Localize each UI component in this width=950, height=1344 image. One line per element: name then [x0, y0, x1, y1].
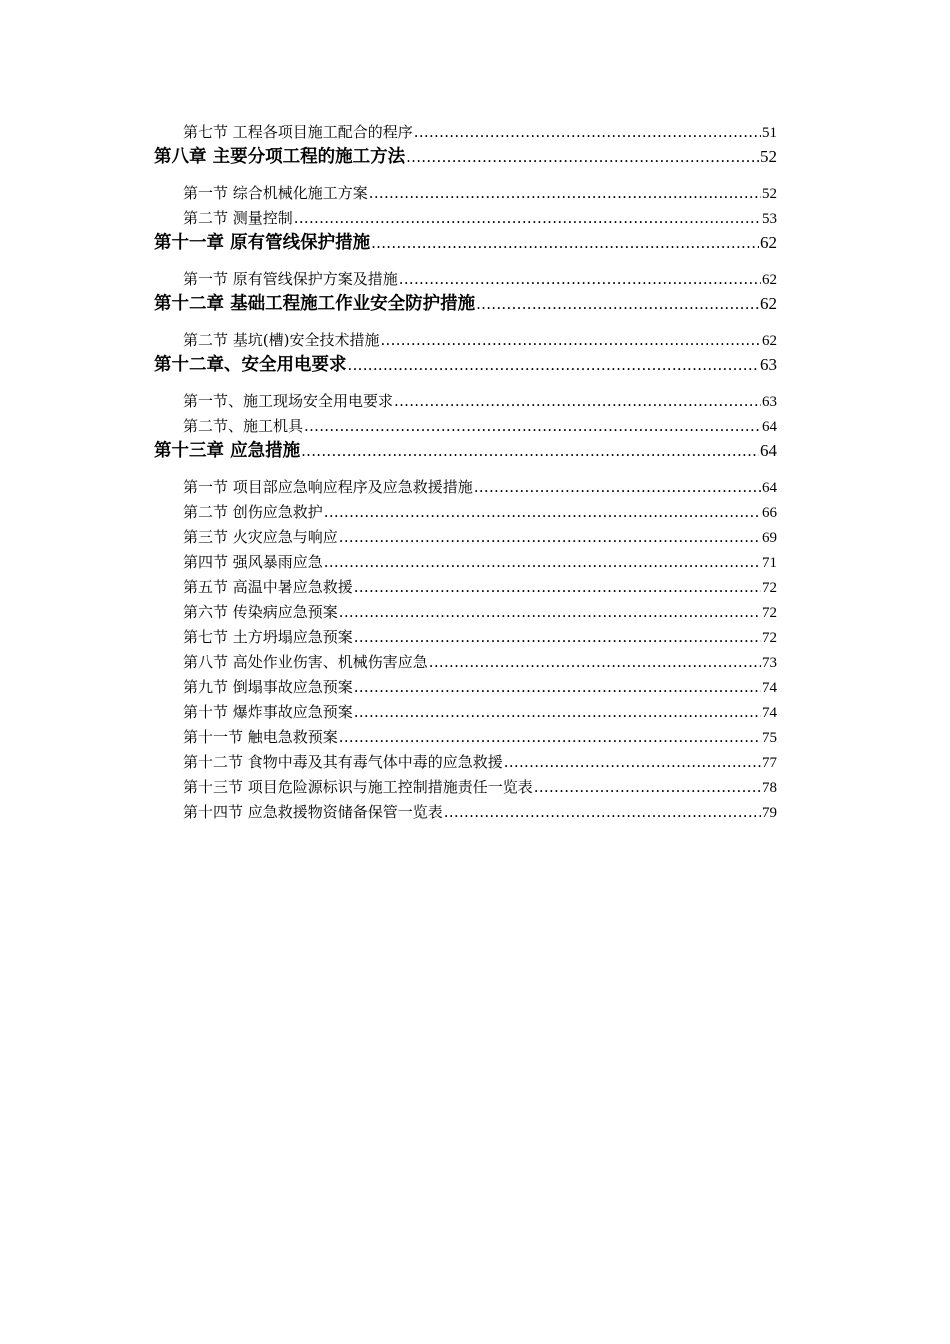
toc-entry-title: 第十节 爆炸事故应急预案 — [183, 703, 353, 721]
toc-page-number: 77 — [762, 755, 777, 771]
toc-entry[interactable] — [183, 207, 777, 229]
toc-dot-leader — [294, 207, 761, 229]
toc-dot-leader — [324, 551, 761, 573]
toc-page-number: 74 — [762, 705, 777, 721]
toc-entry[interactable] — [183, 182, 777, 204]
toc-entry-title: 第八节 高处作业伤害、机械伤害应急 — [183, 653, 428, 671]
toc-entry-title: 第十二章、安全用电要求 — [154, 355, 347, 375]
toc-dot-leader — [354, 576, 761, 598]
toc-entry-title: 第二节 测量控制 — [183, 209, 293, 227]
toc-dot-leader — [474, 476, 761, 498]
toc-entry[interactable] — [183, 651, 777, 673]
toc-entry[interactable] — [183, 476, 777, 498]
toc-entry-title: 第一节 综合机械化施工方案 — [183, 184, 368, 202]
toc-entry[interactable] — [154, 438, 777, 464]
toc-dot-leader — [301, 438, 759, 464]
toc-entry[interactable] — [154, 291, 777, 317]
toc-dot-leader — [304, 415, 761, 437]
toc-dot-leader — [339, 726, 761, 748]
toc-page-number: 69 — [762, 530, 777, 546]
toc-entry[interactable] — [183, 626, 777, 648]
toc-dot-leader — [354, 626, 761, 648]
toc-entry-title: 第十三节 项目危险源标识与施工控制措施责任一览表 — [183, 778, 533, 796]
toc-entry-title: 第一节、施工现场安全用电要求 — [183, 392, 394, 410]
toc-entry-title: 第二节、施工机具 — [183, 417, 304, 435]
toc-entry-title: 第五节 高温中暑应急救援 — [183, 578, 353, 596]
toc-page-number: 52 — [762, 186, 777, 202]
toc-page-number: 64 — [762, 419, 777, 435]
toc-page-number: 63 — [760, 355, 777, 374]
toc-entry-title: 第十一节 触电急救预案 — [183, 728, 338, 746]
toc-entry-title: 第十二章 基础工程施工作业安全防护措施 — [154, 294, 476, 314]
toc-entry[interactable] — [183, 801, 777, 823]
toc-page-number: 78 — [762, 780, 777, 796]
toc-entry-title: 第三节 火灾应急与响应 — [183, 528, 338, 546]
toc-dot-leader — [429, 651, 761, 673]
toc-page-number: 52 — [760, 147, 777, 166]
toc-dot-leader — [354, 701, 761, 723]
toc-page-number: 53 — [762, 211, 777, 227]
toc-page-number: 62 — [762, 272, 777, 288]
toc-entry[interactable] — [183, 751, 777, 773]
toc-dot-leader — [371, 230, 759, 256]
toc-page-number: 64 — [762, 480, 777, 496]
toc-entry-title: 第九节 倒塌事故应急预案 — [183, 678, 353, 696]
toc-page-number: 62 — [760, 233, 777, 252]
toc-entry[interactable] — [183, 551, 777, 573]
toc-entry[interactable] — [183, 676, 777, 698]
toc-entry[interactable] — [183, 701, 777, 723]
toc-entry-title: 第十三章 应急措施 — [154, 441, 301, 461]
toc-dot-leader — [444, 801, 761, 823]
toc-page-number: 62 — [762, 333, 777, 349]
toc-entry-title: 第一节 项目部应急响应程序及应急救援措施 — [183, 478, 473, 496]
toc-page-number: 75 — [762, 730, 777, 746]
toc-dot-leader — [504, 751, 761, 773]
toc-entry[interactable] — [183, 601, 777, 623]
toc-page-number: 79 — [762, 805, 777, 821]
toc-page-number: 72 — [762, 630, 777, 646]
toc-entry-title: 第二节 基坑(槽)安全技术措施 — [183, 331, 380, 349]
toc-entry-title: 第十四节 应急救援物资储备保管一览表 — [183, 803, 443, 821]
toc-page-number: 66 — [762, 505, 777, 521]
toc-entry[interactable] — [183, 268, 777, 290]
toc-dot-leader — [348, 352, 760, 378]
toc-entry-title: 第一节 原有管线保护方案及措施 — [183, 270, 398, 288]
toc-page-number: 62 — [760, 294, 777, 313]
toc-dot-leader — [369, 182, 761, 204]
toc-entry-title: 第七节 工程各项目施工配合的程序 — [183, 123, 413, 141]
toc-entry[interactable] — [154, 230, 777, 256]
toc-entry[interactable] — [183, 121, 777, 143]
toc-entry[interactable] — [154, 352, 777, 378]
toc-dot-leader — [339, 601, 761, 623]
toc-entry-title: 第十二节 食物中毒及其有毒气体中毒的应急救援 — [183, 753, 503, 771]
toc-page-number: 71 — [762, 555, 777, 571]
toc-dot-leader — [324, 501, 761, 523]
toc-dot-leader — [394, 390, 761, 412]
toc-page-number: 73 — [762, 655, 777, 671]
toc-entry-title: 第八章 主要分项工程的施工方法 — [154, 147, 406, 167]
toc-dot-leader — [414, 121, 761, 143]
toc-dot-leader — [380, 329, 761, 351]
toc-entry[interactable] — [183, 329, 777, 351]
toc-dot-leader — [339, 526, 761, 548]
toc-entry-title: 第七节 土方坍塌应急预案 — [183, 628, 353, 646]
toc-page-number: 74 — [762, 680, 777, 696]
toc-entry[interactable] — [154, 144, 777, 170]
toc-dot-leader — [476, 291, 759, 317]
toc-entry-title: 第六节 传染病应急预案 — [183, 603, 338, 621]
toc-dot-leader — [399, 268, 761, 290]
toc-entry-title: 第十一章 原有管线保护措施 — [154, 233, 371, 253]
toc-entry[interactable] — [183, 726, 777, 748]
toc-entry[interactable] — [183, 415, 777, 437]
toc-entry[interactable] — [183, 501, 777, 523]
toc-page-number: 72 — [762, 580, 777, 596]
toc-entry[interactable] — [183, 576, 777, 598]
toc-entry[interactable] — [183, 390, 777, 412]
toc-entry-title: 第四节 强风暴雨应急 — [183, 553, 323, 571]
toc-entry[interactable] — [183, 776, 777, 798]
toc-dot-leader — [354, 676, 761, 698]
toc-entry-title: 第二节 创伤应急救护 — [183, 503, 323, 521]
toc-page-number: 72 — [762, 605, 777, 621]
toc-dot-leader — [534, 776, 761, 798]
toc-entry[interactable] — [183, 526, 777, 548]
toc-page-number: 51 — [762, 125, 777, 141]
toc-page-number: 63 — [762, 394, 777, 410]
toc-page-number: 64 — [760, 441, 777, 460]
toc-dot-leader — [406, 144, 759, 170]
